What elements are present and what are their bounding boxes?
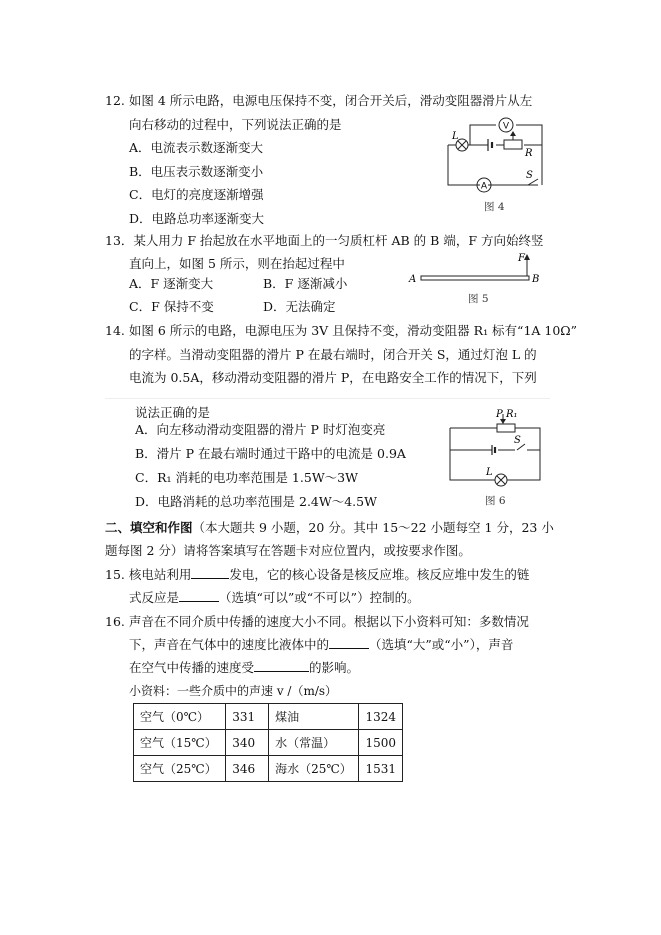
q14-stem-line-3: 电流为 0.5A，移动滑动变阻器的滑片 P，在电路安全工作的情况下，下列 [129, 370, 537, 385]
q14-option-d: D．电路消耗的总功率范围是 2.4W～4.5W [135, 494, 377, 509]
fig5-label-b: B [532, 274, 540, 285]
q13-stem-line-2: 直向上，如图 5 所示，则在抬起过程中 [129, 256, 345, 271]
q13-stem-line-1: 13．某人用力 F 抬起放在水平地面上的一匀质杠杆 AB 的 B 端，F 方向始终竖 [105, 233, 544, 248]
q12-option-c: C．电灯的亮度逐渐增强 [129, 187, 264, 202]
q14-stem-line-2: 的字样。当滑动变阻器的滑片 P 在最右端时，闭合开关 S，通过灯泡 L 的 [129, 347, 537, 362]
table-row [134, 704, 403, 730]
fig5-label-f: F [518, 253, 525, 264]
q16-blank-2[interactable] [254, 659, 309, 672]
table-cell: 1324 [359, 704, 403, 730]
q14-stem-line-4: 说法正确的是 [135, 405, 211, 420]
q16-text-2a: 下，声音在气体中的速度比液体中的 [129, 637, 330, 652]
q15-text-1a: 15. 核电站利用 [105, 567, 192, 582]
figure-4-caption: 图 4 [484, 201, 505, 213]
q15-blank-1[interactable] [191, 566, 229, 579]
q15-blank-2[interactable] [179, 589, 219, 602]
fig4-label-s: S [526, 170, 533, 181]
q12-option-d: D．电路总功率逐渐变大 [129, 211, 265, 226]
q14-option-a: A．向左移动滑动变阻器的滑片 P 时灯泡变亮 [135, 422, 386, 437]
figure-4-circuit [440, 115, 550, 195]
fig6-label-l: L [486, 467, 493, 478]
sound-speed-table [133, 703, 403, 782]
table-cell: 煤油 [269, 704, 359, 730]
table-row [134, 730, 403, 756]
q16-line-3 [129, 659, 359, 677]
fig4-label-v: V [502, 120, 510, 131]
q13-option-d: D．无法确定 [263, 299, 336, 314]
table-cell: 空气（15℃） [134, 730, 226, 756]
q14-option-c: C．R₁ 消耗的电功率范围是 1.5W～3W [135, 470, 358, 485]
fig4-label-r: R [525, 148, 533, 159]
q12-option-b: B．电压表示数逐渐变小 [129, 164, 264, 179]
q15-line-2 [129, 589, 420, 607]
q16-line-2 [129, 636, 513, 654]
q13-option-c: C．F 保持不变 [129, 299, 214, 314]
table-cell: 346 [226, 756, 269, 782]
q16-text-2b: （选填“大”或“小”），声音 [369, 637, 514, 652]
table-cell: 1531 [359, 756, 403, 782]
section-2-heading [105, 519, 554, 537]
figure-6-circuit [445, 408, 545, 488]
q15-text-2a: 式反应是 [129, 590, 180, 605]
table-cell: 340 [226, 730, 269, 756]
fig4-label-l: L [452, 131, 459, 142]
fig4-label-a: A [480, 180, 488, 191]
table-cell: 331 [226, 704, 269, 730]
table-cell: 水（常温） [269, 730, 359, 756]
table-row [134, 756, 403, 782]
q16-blank-1[interactable] [329, 636, 369, 649]
table-cell: 空气（0℃） [134, 704, 226, 730]
fig6-label-s: S [514, 435, 521, 446]
q12-stem-line-2: 向右移动的过程中，下列说法正确的是 [129, 117, 342, 132]
section-2-title: 二、填空和作图 [105, 520, 193, 535]
q15-line-1 [105, 566, 529, 584]
q16-table-title: 小资料：一些介质中的声速 v /（m/s） [129, 684, 338, 698]
q14-stem-line-1: 14. 如图 6 所示的电路，电源电压为 3V 且保持不变，滑动变阻器 R₁ 标有“1A 10Ω” [105, 323, 578, 338]
table-cell: 1500 [359, 730, 403, 756]
section-2-desc-1: （本大题共 9 小题，20 分。其中 15～22 小题每空 1 分，23 小 [192, 520, 554, 535]
figure-6-caption: 图 6 [485, 495, 506, 507]
section-2-desc-2: 题每图 2 分）请将答案填写在答题卡对应位置内，或按要求作图。 [105, 543, 471, 558]
fig6-label-p: P [496, 409, 503, 420]
fig5-label-a: A [409, 274, 417, 285]
page-seam [105, 398, 550, 399]
q12-option-a: A．电流表示数逐渐变大 [129, 140, 264, 155]
figure-5-caption: 图 5 [468, 293, 489, 305]
q13-option-b: B．F 逐渐减小 [263, 276, 348, 291]
q16-line-1: 16. 声音在不同介质中传播的速度大小不同。根据以下小资料可知：多数情况 [105, 614, 529, 629]
table-cell: 空气（25℃） [134, 756, 226, 782]
q13-option-a: A．F 逐渐变大 [129, 276, 214, 291]
q15-text-2b: （选填“可以”或“不可以”）控制的。 [219, 590, 420, 605]
q16-text-3b: 的影响。 [309, 660, 360, 675]
fig6-label-r1: R₁ [506, 409, 518, 420]
table-cell: 海水（25℃） [269, 756, 359, 782]
figure-5-lever [405, 252, 545, 287]
q16-text-3a: 在空气中传播的速度受 [129, 660, 255, 675]
q14-option-b: B．滑片 P 在最右端时通过干路中的电流是 0.9A [135, 446, 406, 461]
q12-stem-line-1: 12. 如图 4 所示电路，电源电压保持不变，闭合开关后，滑动变阻器滑片从左 [105, 93, 533, 108]
q15-text-1b: 发电，它的核心设备是核反应堆。核反应堆中发生的链 [229, 567, 530, 582]
